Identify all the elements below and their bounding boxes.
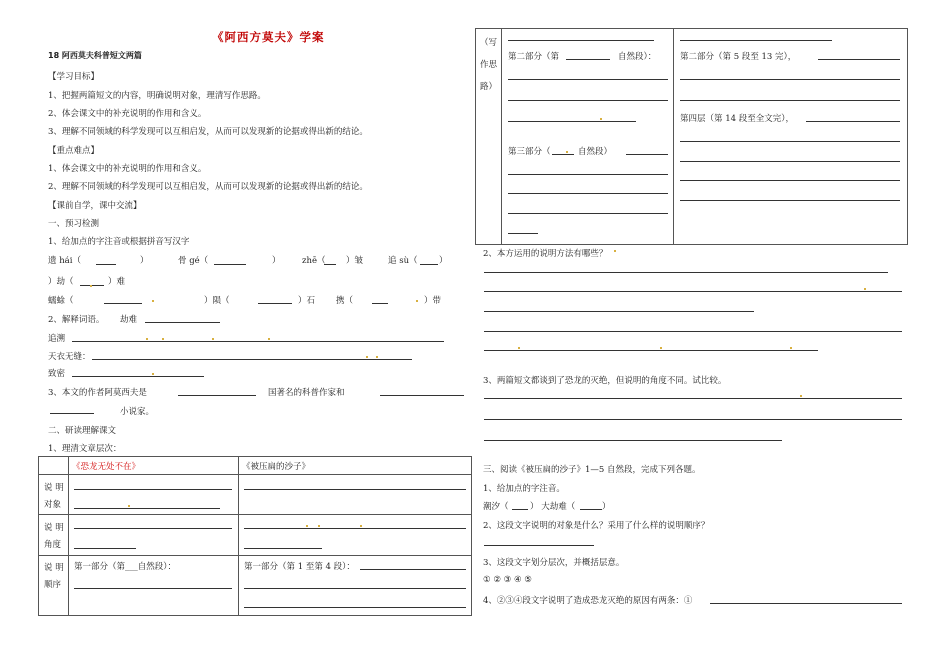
answer-line[interactable]: [484, 350, 818, 351]
writing-path-label: （写 作思 路）: [480, 38, 498, 92]
word-jie: ）劫（: [48, 277, 74, 287]
word-shi: ）石: [298, 296, 316, 306]
table-answer-line[interactable]: [508, 79, 668, 80]
answer-line[interactable]: [484, 440, 782, 441]
answer-line[interactable]: [72, 376, 204, 377]
left-part-2b: 自然段）：: [618, 52, 657, 62]
selfstudy-heading: 【课前自学，课中交流】: [48, 201, 142, 211]
table-col-1-header: 《恐龙无处不在》: [72, 462, 141, 472]
answer-blank[interactable]: [214, 264, 246, 265]
word-nan: ）难: [108, 277, 126, 287]
section-3-q4: 4、②③④段文字说明了造成恐龙灭绝的原因有两条：①: [483, 596, 693, 606]
table-answer-line[interactable]: [508, 100, 668, 101]
table-answer-line[interactable]: [74, 548, 136, 549]
section-3-q3: 3、这段文字划分层次，并概括层意。: [483, 558, 625, 568]
section-3-q1a: 潮汐（: [483, 502, 509, 512]
table-answer-line[interactable]: [680, 141, 900, 142]
answer-blank[interactable]: [324, 264, 336, 265]
structure-table: [38, 456, 472, 616]
answer-line[interactable]: [484, 331, 902, 332]
pinyin-su: 追 sù（: [388, 256, 418, 266]
table-answer-line[interactable]: [244, 607, 466, 608]
answer-line[interactable]: [484, 291, 902, 292]
answer-line[interactable]: [484, 311, 754, 312]
right-q3: 3、两篇短文都谈到了恐龙的灭绝，但说明的角度不同。试比较。: [483, 376, 727, 386]
word-xie: 携（: [336, 296, 354, 306]
answer-blank[interactable]: [420, 264, 438, 265]
answer-blank[interactable]: [552, 154, 574, 155]
word-zhuisu: 追溯: [48, 334, 66, 344]
keypoint-1: 1、体会课文中的补充说明的作用和含义。: [48, 164, 207, 174]
pinyin-zhe: zhē（: [302, 256, 326, 266]
section-3-q3-items: ① ② ③ ④ ⑤: [483, 575, 532, 585]
table-answer-line[interactable]: [680, 180, 900, 181]
table-col-2-header: 《被压扁的沙子》: [242, 462, 311, 472]
table-answer-line[interactable]: [508, 40, 654, 41]
bracket: ）: [272, 256, 281, 266]
part-1-right: 第一部分（第 1 至第 4 段）：: [244, 562, 355, 572]
bracket: ）: [439, 256, 448, 266]
answer-blank[interactable]: [380, 395, 464, 396]
word-jienan: 劫难: [120, 315, 138, 325]
keypoint-2: 2、理解不同领域的科学发现可以互相启发，从而可以发现新的论据或得出新的结论。: [48, 182, 368, 192]
table-answer-line[interactable]: [680, 161, 900, 162]
keypoints-heading: 【重点难点】: [48, 146, 100, 156]
left-part-3: 第三部分（: [508, 147, 551, 157]
part-1-left: 第一部分（第___自然段）：: [74, 562, 177, 572]
answer-line[interactable]: [72, 341, 444, 342]
section-2-q1: 1、理清文章层次：: [48, 444, 122, 454]
table-answer-line[interactable]: [508, 121, 636, 122]
row-label-object: 说 明 对象: [44, 483, 64, 510]
answer-blank[interactable]: [104, 303, 142, 304]
word-tianyi: 天衣无缝：: [48, 352, 91, 362]
section-1-heading: 一、预习检测: [48, 219, 100, 229]
answer-line[interactable]: [484, 419, 902, 420]
section-3-q1c: ）: [602, 502, 611, 512]
word-dai: ）带: [424, 296, 442, 306]
answer-blank[interactable]: [580, 509, 602, 510]
question-2: 2、解释词语。: [48, 315, 105, 325]
table-answer-line[interactable]: [680, 79, 900, 80]
answer-line[interactable]: [145, 322, 220, 323]
table-answer-line[interactable]: [74, 528, 232, 529]
question-3-end: 小说家。: [120, 407, 155, 417]
answer-line[interactable]: [710, 603, 902, 604]
answer-blank[interactable]: [50, 413, 94, 414]
table-answer-line[interactable]: [244, 489, 466, 490]
page-subtitle: 18 阿西莫夫科普短文两篇: [48, 51, 142, 60]
table-answer-line[interactable]: [360, 569, 466, 570]
section-3-heading: 三、阅读《被压扁的沙子》1—5 自然段，完成下列各题。: [483, 465, 701, 475]
answer-blank[interactable]: [566, 59, 610, 60]
answer-blank[interactable]: [258, 303, 292, 304]
left-part-3b: 自然段）: [578, 147, 613, 157]
left-part-2: 第二部分（第: [508, 52, 560, 62]
right-q2: 2、本方运用的说明方法有哪些？: [483, 249, 608, 259]
right-part-4: 第四层（第 14 段至全文完），: [680, 114, 794, 124]
objectives-heading: 【学习目标】: [48, 72, 100, 82]
table-answer-line[interactable]: [244, 588, 466, 589]
answer-line[interactable]: [484, 545, 594, 546]
table-answer-line[interactable]: [680, 40, 832, 41]
objective-2: 2、体会课文中的补充说明的作用和含义。: [48, 109, 207, 119]
table-answer-line[interactable]: [74, 508, 220, 509]
word-ru: 蠕蜍（: [48, 296, 74, 306]
table-answer-line[interactable]: [244, 548, 322, 549]
table-answer-line[interactable]: [680, 200, 900, 201]
word-yun: ）陨（: [204, 296, 230, 306]
row-label-angle: 说 明 角度: [44, 523, 64, 550]
page-title: 《阿西方莫夫》学案: [212, 30, 325, 44]
section-2-heading: 二、研读理解课文: [48, 426, 117, 436]
section-3-q1b: ） 大劫难（: [530, 502, 576, 512]
question-1: 1、给加点的字注音或根据拼音写汉字: [48, 237, 190, 247]
table-answer-line[interactable]: [74, 588, 232, 589]
pinyin-ge: 骨 gé（: [178, 256, 209, 266]
table-answer-line[interactable]: [508, 174, 668, 175]
answer-blank[interactable]: [80, 285, 104, 286]
table-answer-line[interactable]: [508, 213, 668, 214]
table-answer-line[interactable]: [806, 121, 900, 122]
objective-3: 3、理解不同领域的科学发现可以互相启发，从而可以发现新的论据或得出新的结论。: [48, 127, 368, 137]
right-part-2: 第二部分（第 5 段至 13 完），: [680, 52, 797, 62]
table-answer-line[interactable]: [508, 193, 668, 194]
table-answer-line[interactable]: [74, 489, 232, 490]
table-answer-line[interactable]: [680, 100, 900, 101]
question-3: 3、本文的作者阿莫西夫是: [48, 388, 147, 398]
answer-blank[interactable]: [512, 509, 528, 510]
answer-blank[interactable]: [178, 395, 256, 396]
word-zhou: ）皱: [346, 256, 364, 266]
word-zhimi: 致密: [48, 369, 66, 379]
answer-blank[interactable]: [96, 264, 116, 265]
answer-line[interactable]: [484, 398, 902, 399]
table-answer-line[interactable]: [508, 233, 538, 234]
question-3-mid: 国著名的科普作家和: [268, 388, 345, 398]
answer-line[interactable]: [484, 272, 888, 273]
row-label-order: 说 明 顺序: [44, 563, 64, 590]
section-3-q2: 2、这段文字说明的对象是什么？采用了什么样的说明顺序？: [483, 521, 710, 531]
answer-blank[interactable]: [372, 303, 388, 304]
table-answer-line[interactable]: [244, 528, 466, 529]
section-3-q1: 1、给加点的字注音。: [483, 484, 565, 494]
table-answer-line[interactable]: [818, 59, 900, 60]
answer-line[interactable]: [92, 359, 412, 360]
table-answer-line[interactable]: [626, 154, 668, 155]
bracket: ）: [140, 256, 149, 266]
objective-1: 1、把握两篇短文的内容，明确说明对象，理清写作思路。: [48, 91, 266, 101]
pinyin-hai: 遗 hái（: [48, 256, 81, 266]
